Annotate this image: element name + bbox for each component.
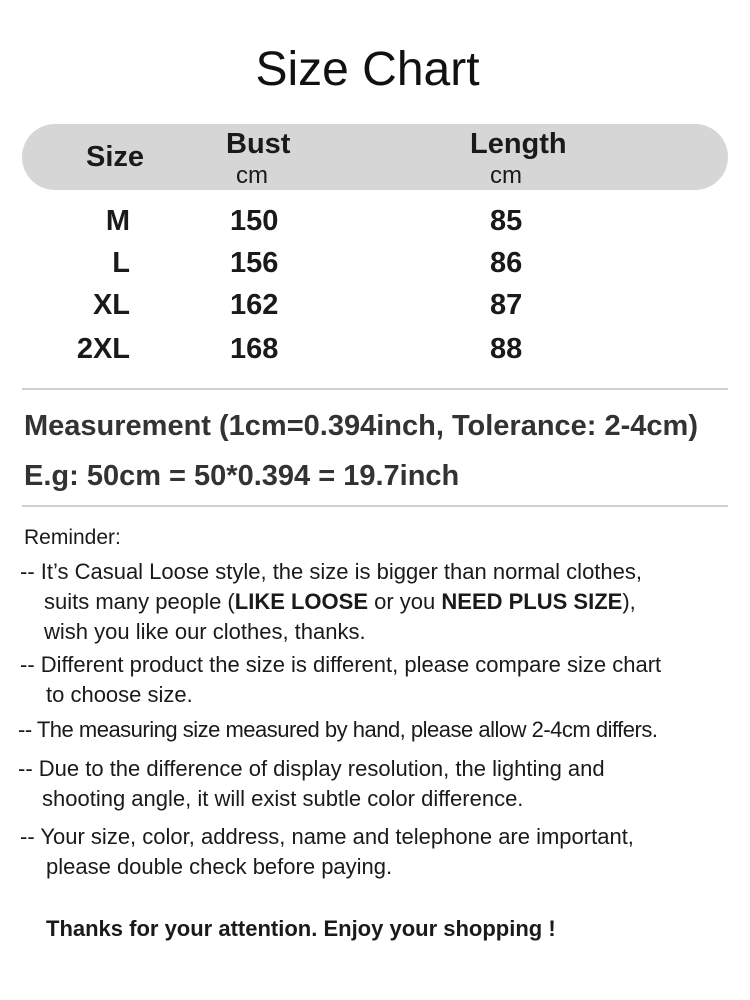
size-cell: M	[105, 205, 130, 237]
reminder-note	[20, 822, 634, 882]
reminder-note: -- The measuring size measured by hand, please allow 2-4cm differs.	[18, 717, 658, 742]
note-bold-text: LIKE LOOSE	[234, 589, 369, 614]
size-cell: L	[112, 247, 130, 279]
page-title: Size Chart	[255, 43, 480, 96]
bust-cell: 168	[230, 333, 279, 365]
note-line: to choose size.	[46, 682, 193, 707]
note-bold-text: NEED PLUS SIZE	[441, 589, 623, 614]
length-header: Length	[470, 128, 567, 160]
note-line: wish you like our clothes, thanks.	[44, 619, 366, 644]
length-cell: 87	[490, 289, 523, 321]
length-cell: 88	[490, 333, 523, 365]
reminder-heading: Reminder:	[24, 526, 121, 549]
note-line: shooting angle, it will exist subtle color difference.	[42, 786, 524, 811]
thanks-message: Thanks for your attention. Enjoy your shopping !	[46, 916, 556, 941]
note-text: or you	[368, 589, 442, 614]
note-line	[20, 587, 642, 617]
measurement-example: E.g: 50cm = 50*0.394 = 19.7inch	[24, 460, 460, 492]
length-unit: cm	[490, 162, 522, 189]
size-cell: 2XL	[76, 333, 130, 365]
note-line: please double check before paying.	[46, 854, 393, 879]
bust-header: Bust	[226, 128, 291, 160]
bust-cell: 156	[230, 247, 279, 279]
note-line: -- Due to the difference of display resolution, the lighting and	[18, 756, 605, 781]
bust-cell: 162	[230, 289, 279, 321]
divider-bottom	[22, 505, 728, 507]
note-line: -- Your size, color, address, name and telephone are important,	[20, 824, 634, 849]
bust-unit: cm	[236, 162, 268, 189]
length-cell: 85	[490, 205, 523, 237]
note-text: suits many people (	[44, 589, 235, 614]
measurement-conversion: Measurement (1cm=0.394inch, Tolerance: 2-4cm)	[24, 410, 698, 442]
reminder-note	[20, 650, 661, 710]
divider-top	[22, 388, 728, 390]
length-cell: 86	[490, 247, 523, 279]
note-text: ),	[622, 589, 636, 614]
size-cell: XL	[92, 289, 130, 321]
reminder-note	[18, 754, 605, 814]
note-line: -- It’s Casual Loose style, the size is bigger than normal clothes,	[20, 559, 643, 584]
reminder-note	[20, 557, 642, 647]
note-line: -- Different product the size is different, please compare size chart	[20, 652, 662, 677]
bust-cell: 150	[230, 205, 279, 237]
size-header: Size	[86, 141, 145, 173]
